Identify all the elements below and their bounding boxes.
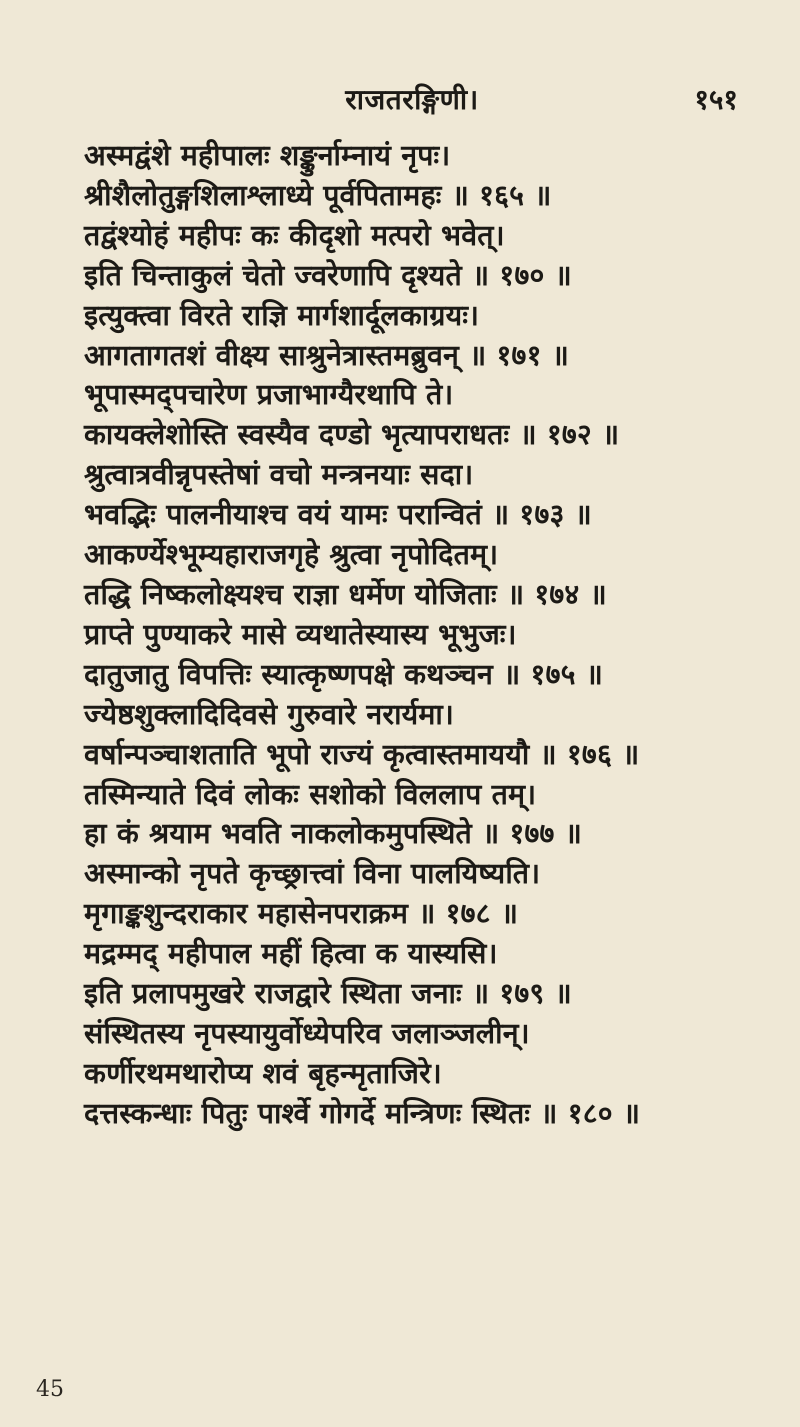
page-title: राजतरङ्गिणी। — [345, 83, 479, 116]
verse-line: प्राप्ते पुण्याकरे मासे व्यथातेस्यास्य भूभुजः। — [84, 617, 517, 651]
verse-line: श्रुत्वात्रवीन्नृपस्तेषां वचो मन्त्रनयाः सदा। — [84, 458, 474, 492]
verse-line: भवद्भिः पालनीयाश्च वयं यामः परान्वितं ॥ १७३ ॥ — [84, 498, 592, 532]
running-head — [84, 80, 740, 120]
verse-line: मृगाङ्कशुन्दराकार महासेनपराक्रम ॥ १७८ ॥ — [84, 897, 519, 931]
verse-line: दातुजातु विपत्तिः स्यात्कृष्णपक्षे कथञ्चन ॥ १७५ ॥ — [84, 657, 603, 691]
verse-line: दत्तस्कन्धाः पितुः पार्श्वे गोगर्दे मन्त्रिणः स्थितः ॥ १८० ॥ — [84, 1096, 641, 1130]
verse-line: इति प्रलापमुखरे राजद्वारे स्थिता जनाः ॥ १७९ ॥ — [84, 977, 572, 1011]
verse-line: भूपास्मद्पचारेण प्रजाभाग्यैरथापि ते। — [84, 378, 454, 412]
verse-line: तस्मिन्याते दिवं लोकः सशोको विललाप तम्। — [84, 777, 537, 811]
verse-line: कायक्लेशोस्ति स्वस्यैव दण्डो भृत्यापराधतः ॥ १७२ ॥ — [84, 418, 620, 452]
verse-text-block — [84, 136, 740, 1134]
verse-line: अस्मान्को नृपते कृच्छ्रात्त्वां विना पालयिष्यति। — [84, 857, 541, 891]
verse-line: तद्वंश्योहं महीपः कः कीदृशो मत्परो भवेत्। — [84, 218, 505, 252]
verse-line: संस्थितस्य नृपस्यायुर्वोध्येपरिव जलाञ्जलीन्। — [84, 1016, 530, 1050]
verse-line: हा कं श्रयाम भवति नाकलोकमुपस्थिते ॥ १७७ ॥ — [84, 817, 582, 851]
verse-line: आगतागतशं वीक्ष्य साश्रुनेत्रास्तमब्रुवन् ॥ १७१ ॥ — [84, 338, 569, 372]
signature-mark: 45 — [36, 1377, 64, 1402]
verse-line: अस्मद्वंशे महीपालः शङ्कुर्नाम्नायं नृपः। — [84, 139, 451, 172]
verse-line: तद्धि निष्कलोक्ष्यश्च राज्ञा धर्मेण योजिताः ॥ १७४ ॥ — [84, 577, 607, 611]
verse-line: इत्युक्त्वा विरते राज्ञि मार्गशार्दूलकाग्रयः। — [84, 298, 480, 332]
verse-line: आकर्ण्येश्भूम्यहाराजगृहे श्रुत्वा नृपोदितम्। — [84, 538, 499, 572]
verse-line: इति चिन्ताकुलं चेतो ज्वरेणापि दृश्यते ॥ १७० ॥ — [84, 258, 572, 292]
verse-line: ज्येष्ठशुक्लादिदिवसे गुरुवारे नरार्यमा। — [84, 697, 455, 731]
verse-line: कर्णीरथमथारोप्य शवं बृहन्मृताजिरे। — [84, 1056, 442, 1090]
page-number: १५१ — [694, 83, 738, 116]
verse-line: वर्षान्पञ्चाशताति भूपो राज्यं कृत्वास्तमाययौ ॥ १७६ ॥ — [84, 737, 640, 771]
verse-line: श्रीशैलोतुङ्गशिलाश्लाध्ये पूर्वपितामहः ॥ १६५ ॥ — [84, 178, 552, 212]
verse-line: मद्रम्मद् महीपाल महीं हित्वा क यास्यसि। — [84, 937, 498, 971]
